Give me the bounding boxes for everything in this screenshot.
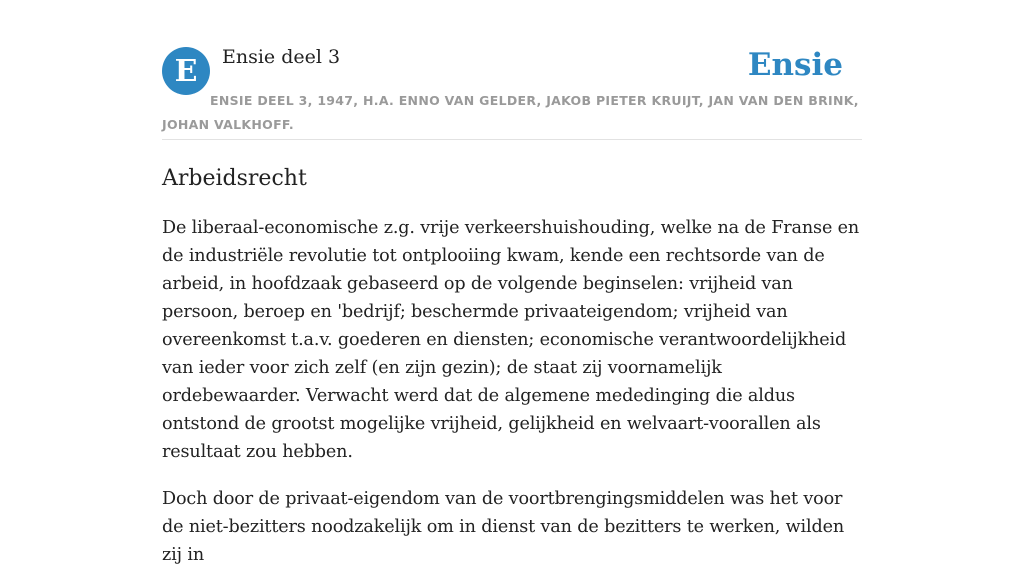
logo-letter: E (174, 53, 198, 89)
ensie-logo[interactable] (162, 47, 210, 95)
source-metadata: ENSIE DEEL 3, 1947, H.A. ENNO VAN GELDER, JAKOB PIETER KRUIJT, JAN VAN DEN BRINK, JOHAN VALKHOFF. (162, 93, 859, 132)
article-paragraph-2: Doch door de privaat-eigendom van de voortbrengingsmiddelen was het voor de niet-bezitters noodzakelijk om in dienst van de bezitters te werken, wilden zij in (162, 489, 845, 565)
article-title: Arbeidsrecht (162, 166, 307, 191)
page (162, 0, 862, 569)
article-paragraph-1: De liberaal-economische z.g. vrije verkeershuishouding, welke na de Franse en de industriële revolutie tot ontplooiing kwam, kende een rechtsorde van de arbeid, in hoofdzaak gebaseerd op de volgende beginselen: vrijheid van persoon, beroep en 'bedrijf; beschermde privaateigendom; vrijheid van overeenkomst t.a.v. goederen en diensten; economische verantwoordelijkheid van ieder voor zich zelf (en zijn gezin); de staat zij voornamelijk ordebewaarder. Verwacht werd dat de algemene mededinging die aldus ontstond de grootst mogelijke vrijheid, gelijkheid en welvaart-voorallen als resultaat zou hebben. (162, 218, 860, 462)
site-title[interactable]: Ensie deel 3 (222, 46, 341, 68)
header (162, 0, 862, 140)
header-divider (162, 139, 862, 140)
article (162, 164, 862, 569)
brand-wordmark[interactable]: Ensie (747, 47, 843, 83)
